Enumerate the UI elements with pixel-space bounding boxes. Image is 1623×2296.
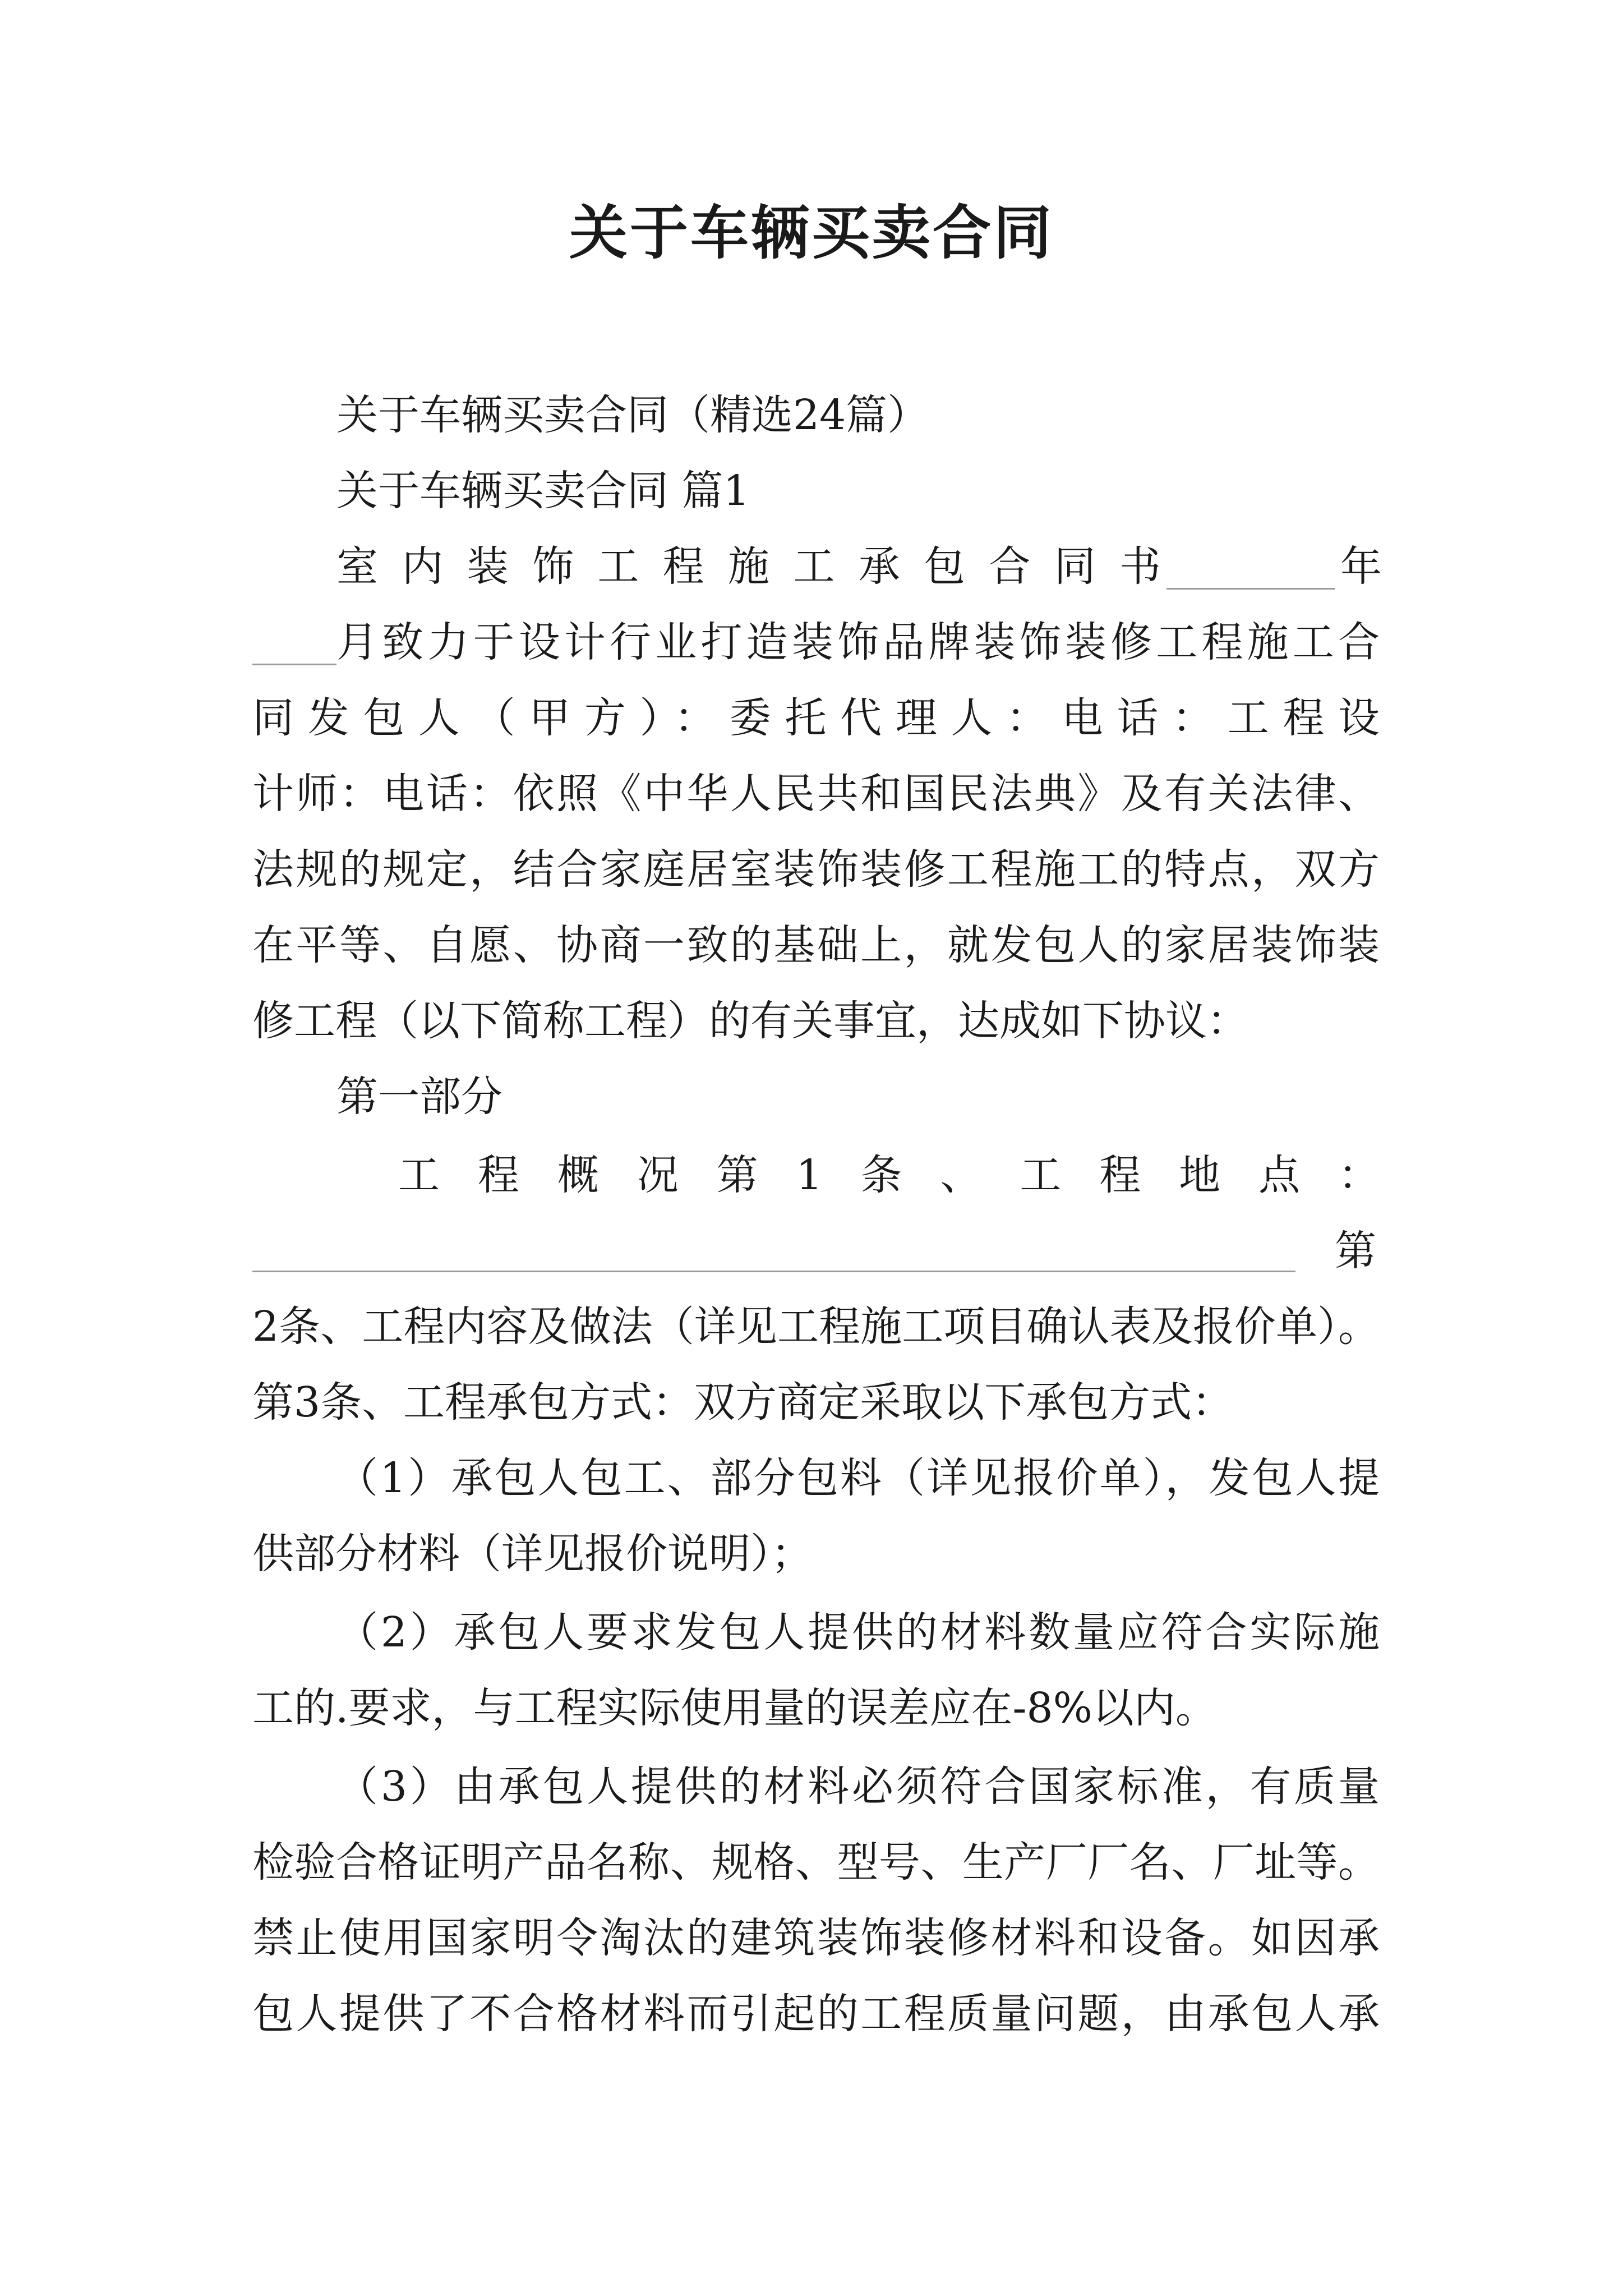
fill-in-blank — [252, 1271, 1295, 1272]
paragraph-line: 禁止使用国家明令淘汰的建筑装饰装修材料和设备。如因承 — [252, 1914, 1380, 1962]
fill-in-blank — [1166, 588, 1335, 590]
paragraph-line: 2条、工程内容及做法（详见工程施工项目确认表及报价单）。 — [252, 1303, 1380, 1351]
paragraph-line: 第3条、工程承包方式：双方商定采取以下承包方式： — [252, 1378, 1234, 1427]
paragraph-line: 修工程（以下简称工程）的有关事宜，达成如下协议： — [252, 997, 1248, 1045]
paragraph-line: （3）由承包人提供的材料必须符合国家标准，有质量 — [336, 1763, 1380, 1811]
paragraph-line: 同发包人（甲方）：委托代理人：电话：工程设 — [252, 694, 1380, 742]
paragraph-line: 供部分材料（详见报价说明）； — [252, 1530, 813, 1578]
paragraph-line: 第 — [1335, 1227, 1376, 1275]
section-heading: 关于车辆买卖合同 篇1 — [336, 467, 750, 515]
paragraph-line: 工程概况第1条、工程地点： — [398, 1151, 1380, 1199]
paragraph-line: 室内装饰工程施工承包合同书 — [336, 542, 1161, 591]
document-title: 关于车辆买卖合同 — [569, 198, 1054, 267]
paragraph-line: 包人提供了不合格材料而引起的工程质量问题，由承包人承 — [252, 1990, 1380, 2038]
paragraph-line: （1）承包人包工、部分包料（详见报价单），发包人提 — [336, 1454, 1380, 1502]
paragraph-line: （2）承包人要求发包人提供的材料数量应符合实际施 — [336, 1608, 1380, 1657]
paragraph-line: 法规的规定，结合家庭居室装饰装修工程施工的特点，双方 — [252, 845, 1380, 894]
fill-in-blank — [252, 664, 336, 665]
paragraph-line: 检验合格证明产品名称、规格、型号、生产厂厂名、厂址等。 — [252, 1838, 1380, 1887]
paragraph-line: 年 — [1340, 542, 1382, 591]
paragraph-line: 计师：电话：依照《中华人民共和国民法典》及有关法律、 — [252, 770, 1380, 818]
paragraph-line: 在平等、自愿、协商一致的基础上，就发包人的家居装饰装 — [252, 921, 1380, 969]
document-subtitle: 关于车辆买卖合同（精选24篇） — [336, 391, 929, 439]
paragraph-line: 工的.要求，与工程实际使用量的误差应在-8%以内。 — [252, 1684, 1217, 1732]
part-heading: 第一部分 — [336, 1073, 502, 1121]
paragraph-line: 月致力于设计行业打造装饰品牌装饰装修工程施工合 — [336, 618, 1380, 666]
